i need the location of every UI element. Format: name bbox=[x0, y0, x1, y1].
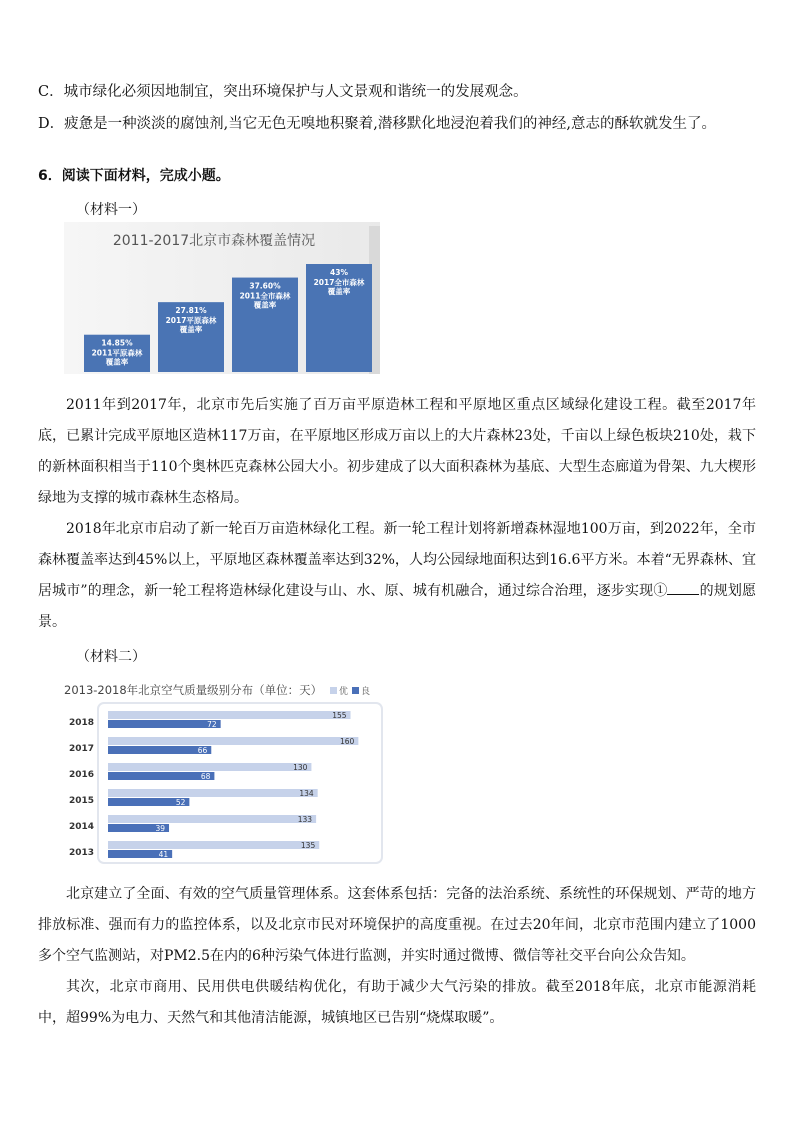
chart1-bar-label: 覆盖率 bbox=[327, 287, 351, 296]
material1-text bbox=[38, 390, 756, 638]
fill-blank[interactable] bbox=[667, 580, 699, 595]
chart2-bar-value: 130 bbox=[293, 763, 308, 772]
chart2-title: 2013-2018年北京空气质量级别分布（单位：天） bbox=[64, 683, 323, 697]
chart1-bar-label: 2011全市森林 bbox=[239, 291, 291, 301]
chart2-legend-swatch bbox=[330, 687, 337, 694]
chart2-category-label: 2018 bbox=[68, 718, 94, 728]
chart1-bar-label: 2011平原森林 bbox=[91, 348, 143, 358]
material1-paragraph bbox=[38, 514, 756, 638]
chart1-bar-label: 2017平原森林 bbox=[165, 316, 217, 326]
option-d: D．疲惫是一种淡淡的腐蚀剂,当它无色无嗅地积聚着,潜移默化地浸泡着我们的神经,意志的酥软就发生了。 bbox=[38, 116, 716, 132]
chart2-bar-value: 155 bbox=[332, 711, 347, 720]
material1-paragraph: 2011年到2017年，北京市先后实施了百万亩平原造林工程和平原地区重点区域绿化建设工程。截至2017年底，已累计完成平原地区造林117万亩，在平原地区形成万亩以上的大片森林23处，千亩以上绿色板块210处，栽下的新林面积相当于110个奥林匹克森林公园大小。初步建成了以大面积森林为基底、大型生态廊道为骨架、九大楔形绿地为支撑的城市森林生态格局。 bbox=[38, 397, 756, 506]
air-quality-chart bbox=[64, 680, 394, 860]
chart1-bar-label: 37.60% bbox=[249, 281, 281, 291]
question-6: 6．阅读下面材料，完成小题。 bbox=[38, 168, 230, 184]
chart1-bar-label: 14.85% bbox=[101, 338, 133, 348]
chart1-bar-label: 覆盖率 bbox=[179, 325, 203, 335]
chart2-category-label: 2017 bbox=[68, 744, 94, 754]
material2-paragraph: 其次，北京市商用、民用供电供暖结构优化，有助于减少大气污染的排放。截至2018年底，北京市能源消耗中，超99%为电力、天然气和其他清洁能源，城镇地区已告别“烧煤取暖”。 bbox=[38, 979, 756, 1026]
chart1-bar-label: 43% bbox=[330, 268, 348, 277]
material2-label: （材料二） bbox=[76, 649, 146, 665]
material1-paragraph-text: 2018年北京市启动了新一轮百万亩造林绿化工程。新一轮工程计划将新增森林湿地100万亩，到2022年，全市森林覆盖率达到45%以上，平原地区森林覆盖率达到32%，人均公园绿地面积达到16.6平方米。本着“无界森林、宜居城市”的理念，新一轮工程将造林绿化建设与山、水、原、城有机融合，通过综合治理，逐步实现 bbox=[38, 521, 756, 599]
chart2-bar-value: 133 bbox=[297, 815, 313, 824]
chart2-bar bbox=[108, 737, 358, 745]
chart2-bar-value: 39 bbox=[155, 824, 166, 833]
chart2-bar-value: 66 bbox=[197, 746, 208, 755]
chart2-bar-value: 134 bbox=[299, 789, 314, 798]
chart2-bar-value: 68 bbox=[200, 772, 211, 781]
material2-paragraph: 北京建立了全面、有效的空气质量管理体系。这套体系包括：完备的法治系统、系统性的环保规划、严苛的地方排放标准、强而有力的监控体系，以及北京市民对环境保护的高度重视。在过去20年间，北京市范围内建立了1000多个空气监测站，对PM2.5在内的6种污染气体进行监测，并实时通过微博、微信等社交平台向公众告知。 bbox=[38, 886, 756, 964]
chart1-bar-label: 覆盖率 bbox=[105, 357, 129, 367]
chart2-bar-value: 41 bbox=[158, 850, 169, 859]
material2-text bbox=[38, 879, 756, 1034]
chart2-bar bbox=[108, 789, 318, 797]
option-c: C．城市绿化必须因地制宜，突出环境保护与人文景观和谐统一的发展观念。 bbox=[38, 84, 528, 100]
chart1-bar-label: 覆盖率 bbox=[253, 300, 277, 310]
chart2-bar bbox=[108, 746, 211, 754]
material1-label: （材料一） bbox=[76, 202, 146, 218]
chart2-bar-value: 160 bbox=[340, 737, 355, 746]
chart1-bar-label: 2017全市森林 bbox=[313, 278, 365, 287]
chart2-bar-value: 72 bbox=[207, 720, 217, 729]
chart2-bar bbox=[108, 841, 319, 849]
chart2-category-label: 2015 bbox=[68, 796, 94, 806]
chart2-legend-swatch bbox=[352, 687, 359, 694]
chart2-bar bbox=[108, 763, 311, 771]
chart2-bar-value: 135 bbox=[300, 841, 316, 850]
chart2-bar-value: 52 bbox=[175, 798, 186, 807]
chart2-bar bbox=[108, 815, 316, 823]
chart2-category-label: 2014 bbox=[68, 822, 94, 832]
blank-marker: ① bbox=[653, 583, 668, 599]
chart2-legend-label: 良 bbox=[361, 687, 371, 697]
forest-coverage-chart bbox=[64, 222, 384, 380]
chart1-bar-label: 27.81% bbox=[175, 306, 207, 316]
chart2-category-label: 2016 bbox=[68, 770, 94, 780]
material1-tail: 的规划愿景。 bbox=[38, 583, 757, 630]
chart2-bar bbox=[108, 711, 351, 719]
chart2-legend-label: 优 bbox=[339, 687, 349, 697]
chart2-bar bbox=[108, 772, 214, 780]
chart2-category-label: 2013 bbox=[68, 848, 94, 858]
chart1-title: 2011-2017北京市森林覆盖情况 bbox=[112, 233, 316, 249]
chart2-bar bbox=[108, 720, 221, 728]
